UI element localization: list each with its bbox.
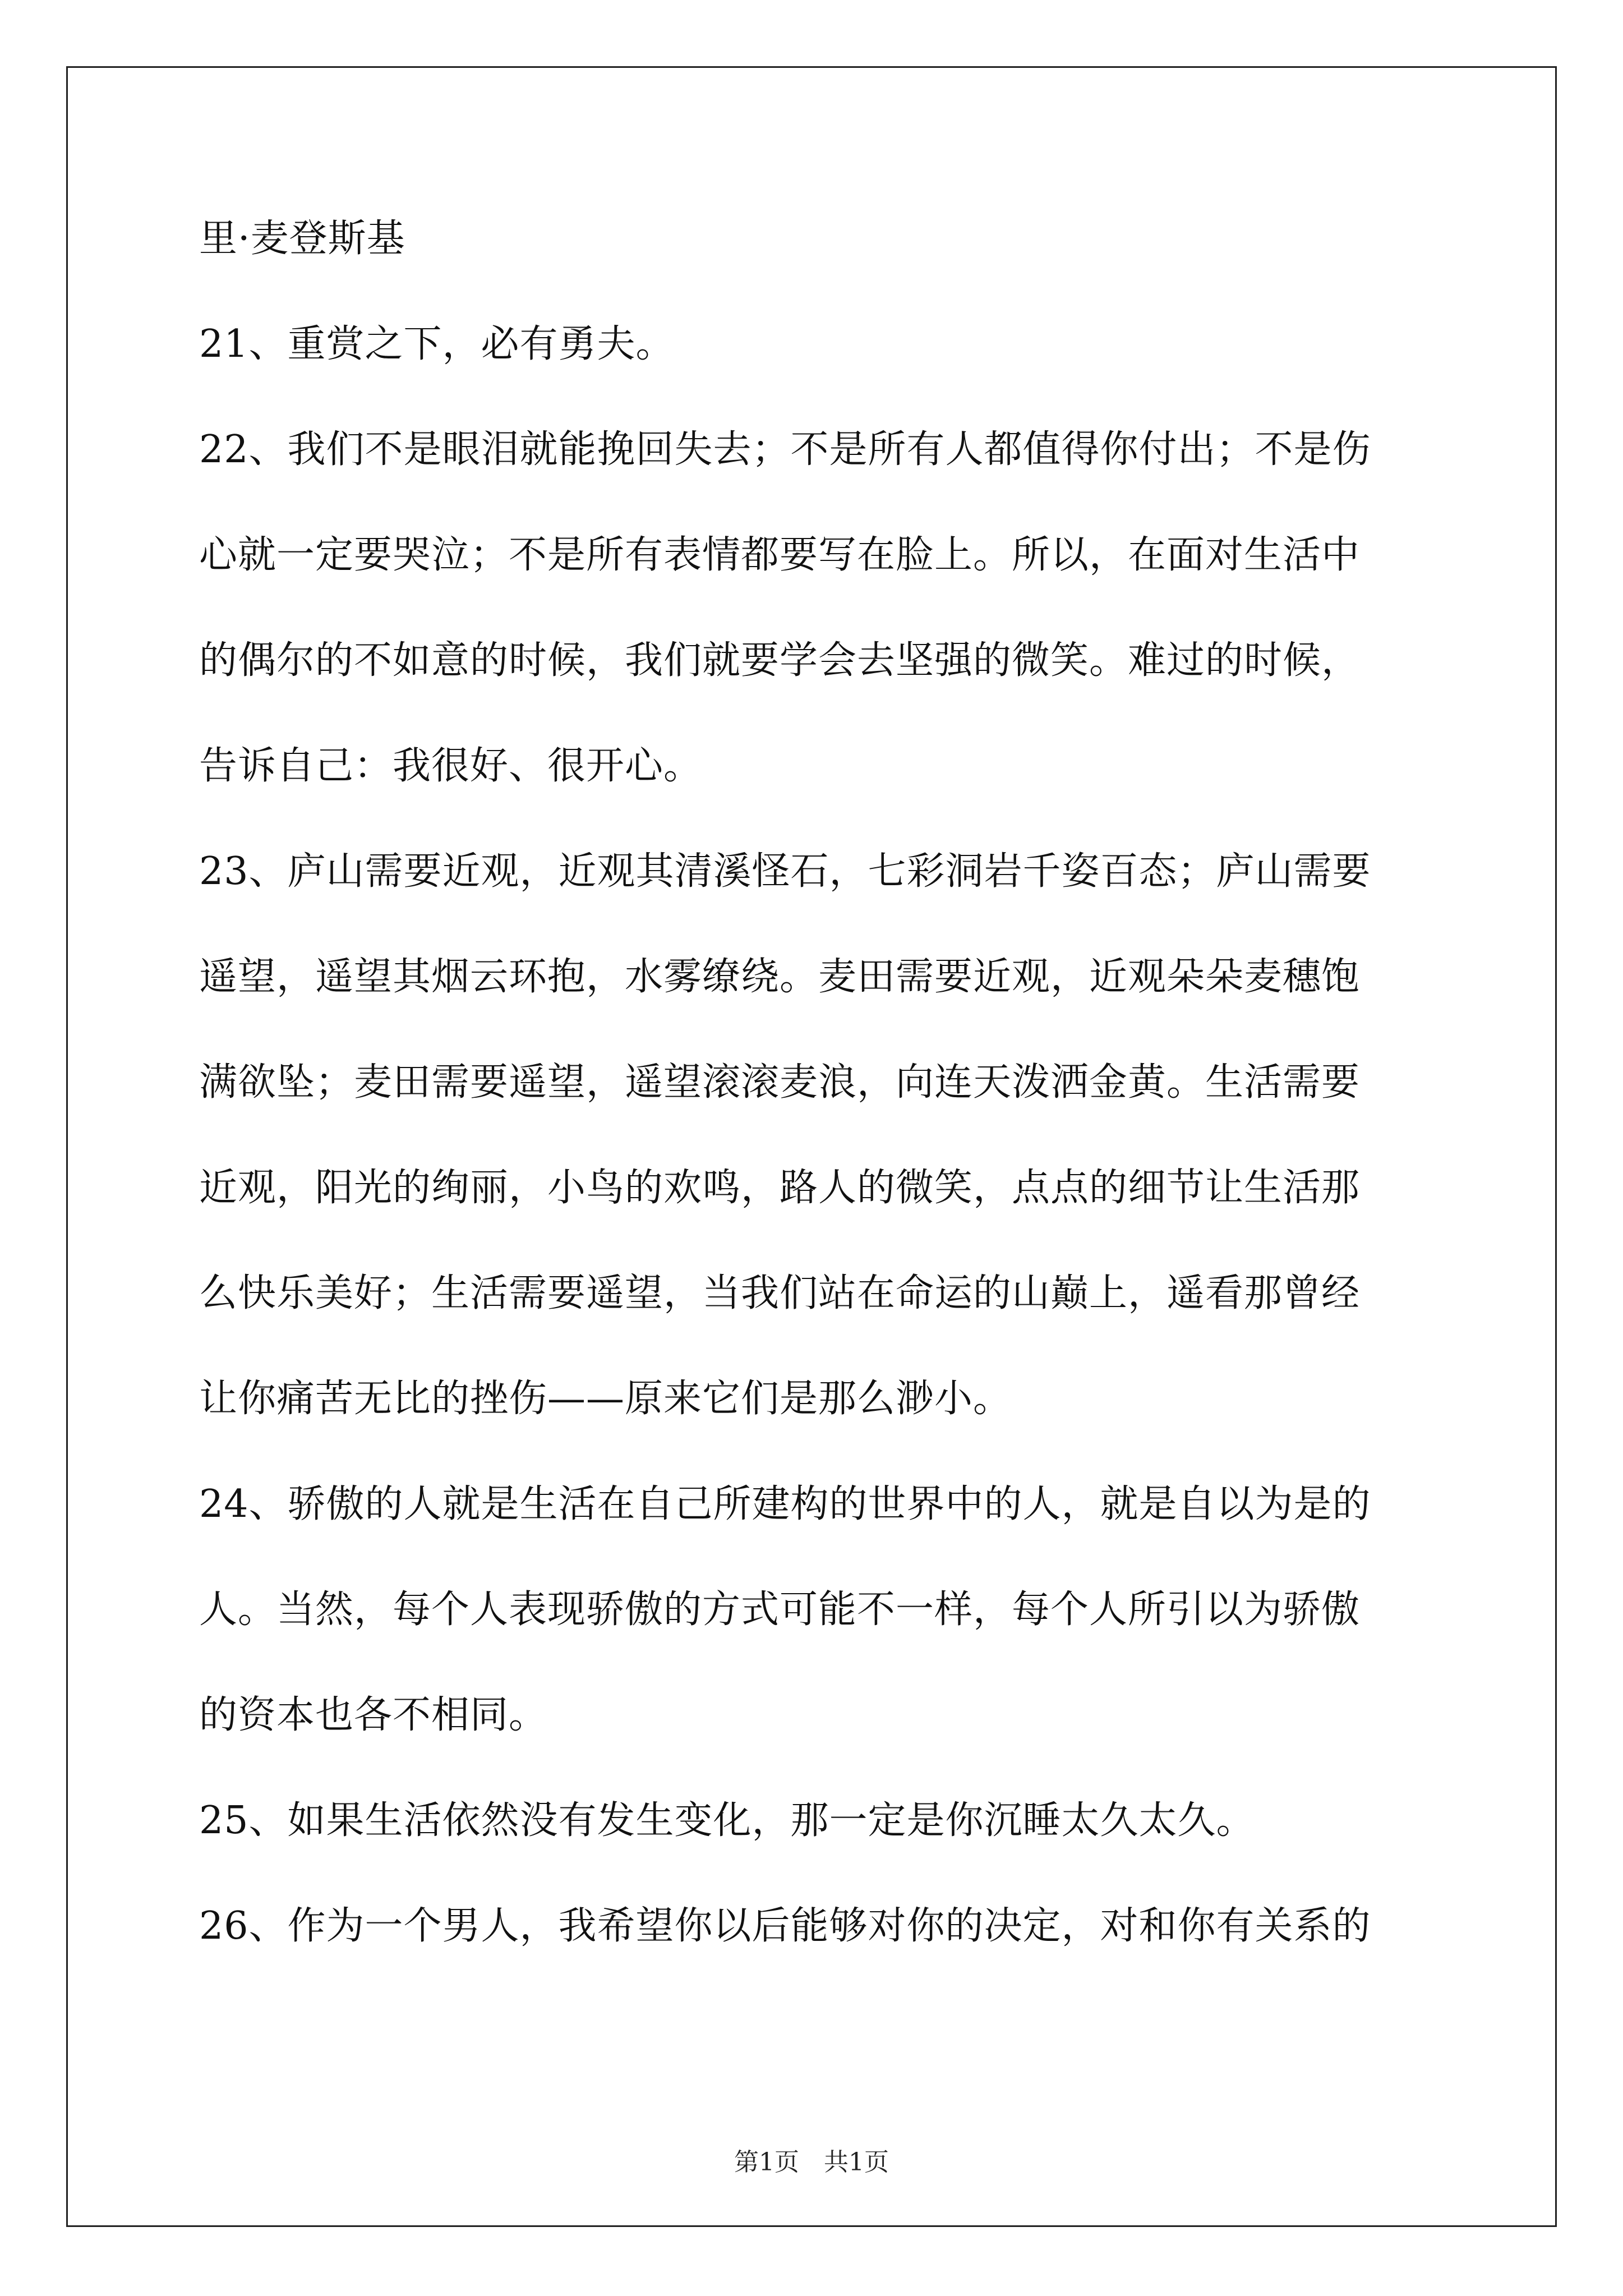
text-line: 遥望，遥望其烟云环抱，水雾缭绕。麦田需要近观，近观朵朵麦穗饱	[199, 955, 1361, 999]
text-line: 人。当然，每个人表现骄傲的方式可能不一样，每个人所引以为骄傲	[199, 1588, 1361, 1632]
text-line: 24、骄傲的人就是生活在自己所建构的世界中的人，就是自以为是的	[199, 1482, 1371, 1526]
text-line: 26、作为一个男人，我希望你以后能够对你的决定，对和你有关系的	[199, 1904, 1371, 1948]
text-line: 心就一定要哭泣；不是所有表情都要写在脸上。所以，在面对生活中	[199, 533, 1361, 577]
text-line: 近观，阳光的绚丽，小鸟的欢鸣，路人的微笑，点点的细节让生活那	[199, 1166, 1361, 1210]
text-line: 23、庐山需要近观，近观其清溪怪石，七彩洞岩千姿百态；庐山需要	[199, 849, 1371, 894]
text-line: 的偶尔的不如意的时候，我们就要学会去坚强的微笑。难过的时候，	[199, 638, 1361, 683]
page-footer: 第1页 共1页	[734, 2148, 889, 2177]
text-line: 告诉自己：我很好、很开心。	[199, 744, 703, 788]
text-line: 让你痛苦无比的挫伤——原来它们是那么渺小。	[199, 1377, 1012, 1421]
text-line: 21、重赏之下，必有勇夫。	[199, 322, 675, 366]
text-line: 的资本也各不相同。	[199, 1693, 548, 1737]
text-line: 么快乐美好；生活需要遥望，当我们站在命运的山巅上，遥看那曾经	[199, 1271, 1361, 1315]
page-border	[66, 66, 1557, 2227]
text-line: 满欲坠；麦田需要遥望，遥望滚滚麦浪，向连天泼洒金黄。生活需要	[199, 1060, 1361, 1105]
text-line: 22、我们不是眼泪就能挽回失去；不是所有人都值得你付出；不是伤	[199, 427, 1371, 472]
text-line: 里·麦登斯基	[199, 217, 405, 261]
text-line: 25、如果生活依然没有发生变化，那一定是你沉睡太久太久。	[199, 1798, 1255, 1843]
